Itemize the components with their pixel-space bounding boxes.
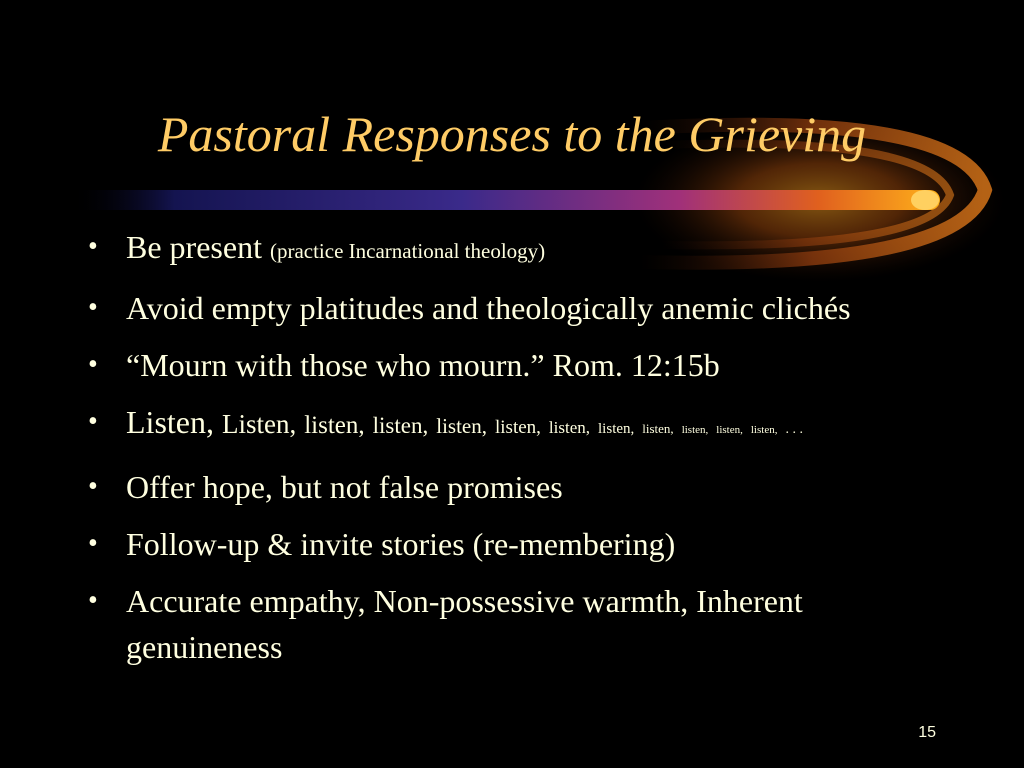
bullet-text: Avoid empty platitudes and theologically anemic clichés bbox=[126, 290, 851, 326]
listen-word: listen, bbox=[598, 421, 635, 437]
listen-word: listen, bbox=[436, 414, 487, 438]
listen-ellipsis: . . . bbox=[785, 422, 803, 437]
bullet-icon: • bbox=[88, 231, 98, 262]
listen-word: listen, bbox=[548, 418, 591, 437]
listen-word: listen, bbox=[304, 412, 365, 439]
bullet-listen bbox=[88, 399, 948, 453]
listen-word: Listen, bbox=[126, 404, 214, 440]
listen-word: listen, bbox=[642, 421, 674, 436]
bullet-icon: • bbox=[88, 528, 98, 559]
bullet-text: Accurate empathy, Non-possessive warmth, Inherent genuineness bbox=[126, 583, 803, 665]
bullet-icon: • bbox=[88, 292, 98, 323]
bullet-follow-up bbox=[88, 521, 948, 567]
bullet-empathy bbox=[88, 578, 948, 670]
bullet-mourn bbox=[88, 342, 948, 388]
bullet-text: “Mourn with those who mourn.” Rom. 12:15b bbox=[126, 347, 720, 383]
bullet-icon: • bbox=[88, 585, 98, 616]
listen-word: listen, bbox=[716, 424, 743, 436]
bullet-text: Follow-up & invite stories (re-membering) bbox=[126, 526, 676, 562]
listen-word: listen, bbox=[681, 424, 709, 436]
bullet-avoid-platitudes bbox=[88, 285, 948, 331]
listen-word: listen, bbox=[372, 413, 429, 438]
listen-word: listen, bbox=[495, 417, 541, 438]
listen-word: listen, bbox=[750, 424, 778, 436]
bullet-icon: • bbox=[88, 349, 98, 380]
slide-title: Pastoral Responses to the Grieving bbox=[157, 106, 867, 162]
bullet-be-present bbox=[88, 224, 948, 274]
page-number: 15 bbox=[918, 724, 936, 741]
bullet-text: Be present bbox=[126, 229, 262, 265]
bullet-icon: • bbox=[88, 471, 98, 502]
bullet-offer-hope bbox=[88, 464, 948, 510]
bullet-text: Offer hope, but not false promises bbox=[126, 469, 563, 505]
bullet-list bbox=[88, 224, 948, 681]
bullet-icon: • bbox=[88, 406, 98, 437]
listen-word: Listen, bbox=[221, 409, 297, 439]
bullet-note: (practice Incarnational theology) bbox=[269, 239, 546, 263]
